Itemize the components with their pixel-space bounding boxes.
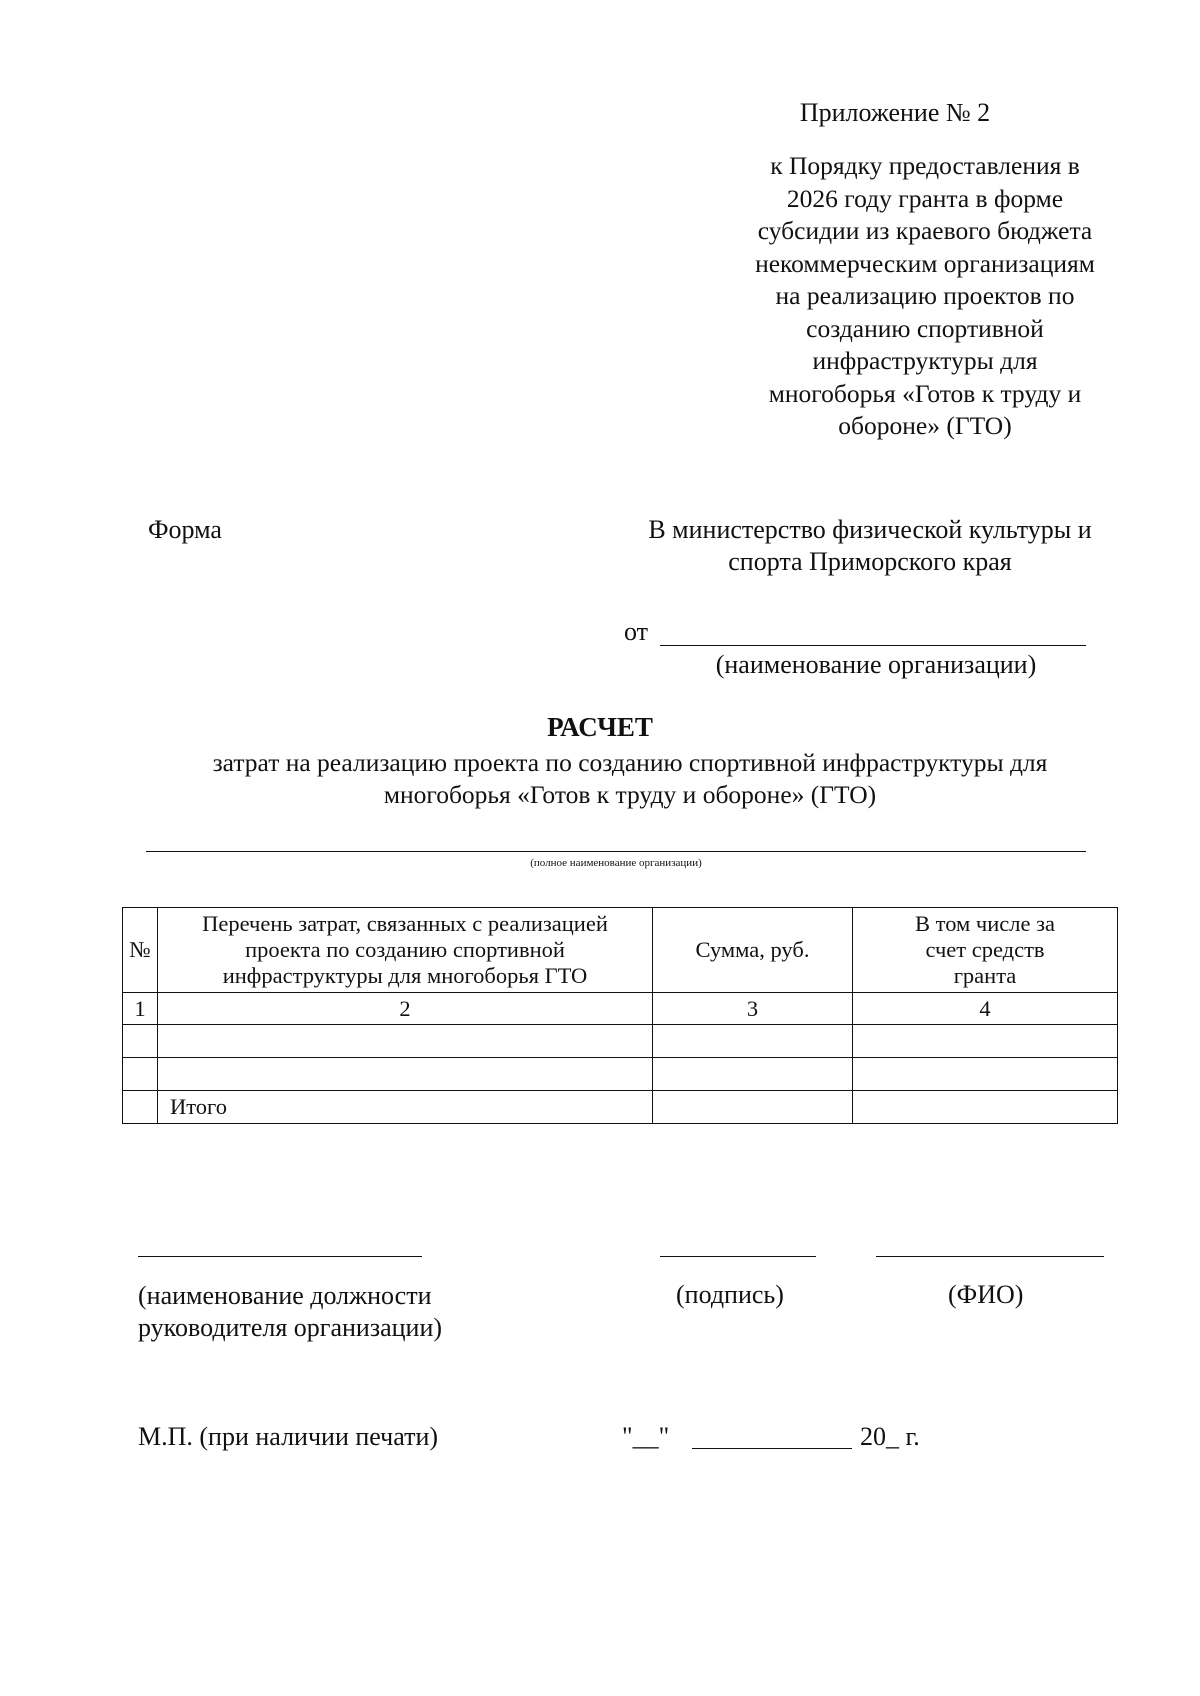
appendix-line: к Порядку предоставления в xyxy=(770,151,1080,180)
table-row xyxy=(123,1058,1118,1091)
organization-name-caption: (наименование организации) xyxy=(715,650,1037,679)
position-blank[interactable] xyxy=(138,1256,422,1257)
stamp-note: М.П. (при наличии печати) xyxy=(138,1422,439,1451)
appendix-line: субсидии из краевого бюджета xyxy=(757,216,1093,245)
full-organization-name-blank[interactable] xyxy=(146,851,1086,852)
column-number: 3 xyxy=(653,993,853,1025)
table-cell[interactable] xyxy=(158,1025,653,1058)
fio-caption: (ФИО) xyxy=(948,1280,1024,1309)
table-cell[interactable] xyxy=(123,1058,158,1091)
table-cell[interactable] xyxy=(123,1025,158,1058)
table-row xyxy=(123,1025,1118,1058)
total-grant-cell[interactable] xyxy=(853,1091,1118,1124)
addressee-line: В министерство физической культуры и xyxy=(648,515,1092,544)
table-cell[interactable] xyxy=(653,1058,853,1091)
fio-blank[interactable] xyxy=(876,1256,1104,1257)
table-cell[interactable] xyxy=(158,1058,653,1091)
full-organization-name-caption: (полное наименование организации) xyxy=(530,857,702,869)
total-amount-cell[interactable] xyxy=(653,1091,853,1124)
table-total-row xyxy=(123,1091,1118,1124)
subtitle-line: многоборья «Готов к труду и обороне» (ГТО) xyxy=(383,780,877,809)
cost-table xyxy=(122,907,1118,1124)
addressee-line: спорта Приморского края xyxy=(728,547,1012,576)
signature-caption: (подпись) xyxy=(676,1280,784,1309)
document-title: РАСЧЕТ xyxy=(547,712,653,742)
form-label: Форма xyxy=(148,515,222,544)
appendix-description xyxy=(715,150,1135,443)
appendix-title: Приложение № 2 xyxy=(799,98,991,127)
appendix-line: на реализацию проектов по xyxy=(775,281,1075,310)
signature-blank[interactable] xyxy=(660,1256,816,1257)
header-amount: Сумма, руб. xyxy=(653,908,853,993)
table-cell[interactable] xyxy=(853,1058,1118,1091)
header-grant-share: В том числе за счет средств гранта xyxy=(853,908,1118,993)
position-caption xyxy=(138,1280,498,1344)
position-caption-line: руководителя организации) xyxy=(138,1313,443,1342)
appendix-line: многоборья «Готов к труду и xyxy=(768,378,1082,408)
subtitle-line: затрат на реализацию проекта по созданию спортивной инфраструктуры для xyxy=(212,748,1048,777)
date-day: "__" xyxy=(622,1422,670,1451)
appendix-line: обороне» (ГТО) xyxy=(838,411,1012,440)
column-number: 1 xyxy=(123,993,158,1025)
appendix-line: некоммерческим организациям xyxy=(755,248,1095,278)
total-label: Итого xyxy=(158,1091,653,1124)
header-cost-list: Перечень затрат, связанных с реализацией проекта по созданию спортивной инфраструктуры для многоборья ГТО xyxy=(158,908,653,993)
appendix-line: созданию спортивной xyxy=(806,313,1044,343)
organization-name-blank[interactable] xyxy=(660,645,1086,646)
column-number: 4 xyxy=(853,993,1118,1025)
table-cell[interactable] xyxy=(653,1025,853,1058)
from-prefix: от xyxy=(624,617,649,646)
table-cell[interactable] xyxy=(853,1025,1118,1058)
appendix-line: 2026 году гранта в форме xyxy=(786,183,1064,213)
table-column-numbers-row xyxy=(123,993,1118,1025)
appendix-line: инфраструктуры для xyxy=(812,346,1038,375)
date-year: 20_ г. xyxy=(860,1422,920,1451)
document-subtitle xyxy=(130,747,1130,811)
date-month-blank[interactable] xyxy=(692,1448,852,1449)
header-number: № xyxy=(123,908,158,993)
table-cell xyxy=(123,1091,158,1124)
position-caption-line: (наименование должности xyxy=(138,1281,432,1310)
table-header-row xyxy=(123,908,1118,993)
addressee xyxy=(610,514,1130,578)
column-number: 2 xyxy=(158,993,653,1025)
